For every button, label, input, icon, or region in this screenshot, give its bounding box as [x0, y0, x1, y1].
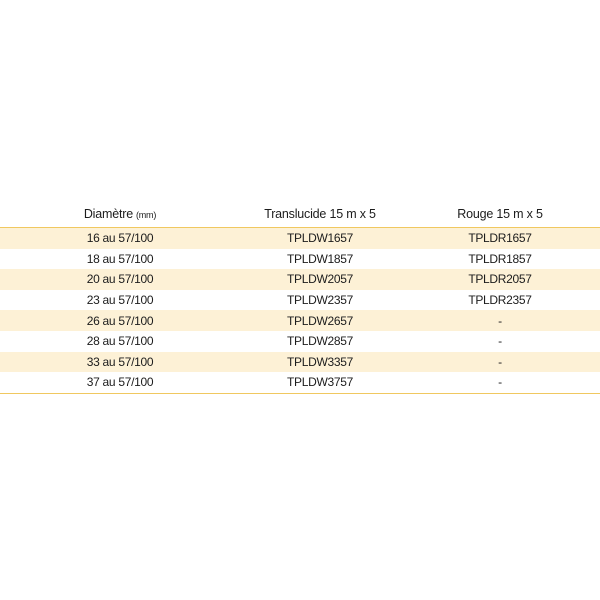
table-header [0, 201, 600, 227]
cell-translucide: TPLDW3357 [287, 354, 353, 369]
cell-translucide: TPLDW2057 [287, 272, 353, 287]
header-diameter [0, 207, 240, 221]
cell-rouge: - [498, 334, 502, 349]
cell-diameter: 33 au 57/100 [86, 354, 154, 369]
cell-diameter: 23 au 57/100 [86, 293, 154, 308]
cell-rouge: TPLDR1657 [468, 231, 532, 246]
header-diameter-unit: (mm) [135, 210, 157, 220]
header-rouge: Rouge 15 m x 5 [457, 207, 543, 221]
cell-diameter: 28 au 57/100 [86, 334, 154, 349]
cell-rouge: TPLDR1857 [468, 251, 532, 266]
table-row [0, 372, 600, 393]
table-row [0, 249, 600, 270]
cell-rouge: - [498, 354, 502, 369]
cell-translucide: TPLDW1857 [287, 251, 353, 266]
cell-diameter: 26 au 57/100 [86, 313, 154, 328]
cell-rouge: TPLDR2057 [468, 272, 532, 287]
cell-translucide: TPLDW2857 [287, 334, 353, 349]
cell-translucide: TPLDW3757 [287, 375, 353, 390]
header-translucide: Translucide 15 m x 5 [264, 207, 376, 221]
cell-diameter: 18 au 57/100 [86, 251, 154, 266]
cell-rouge: - [498, 375, 502, 390]
cell-translucide: TPLDW2657 [287, 313, 353, 328]
table-row [0, 352, 600, 373]
cell-rouge: TPLDR2357 [468, 293, 532, 308]
header-diameter-label: Diamètre [83, 207, 133, 221]
cell-translucide: TPLDW2357 [287, 293, 353, 308]
table-row [0, 310, 600, 331]
cell-diameter: 16 au 57/100 [86, 231, 154, 246]
cell-rouge: - [498, 313, 502, 328]
cell-translucide: TPLDW1657 [287, 231, 353, 246]
table-row [0, 228, 600, 249]
cell-diameter: 20 au 57/100 [86, 272, 154, 287]
table-bottom-border [0, 393, 600, 394]
product-table [0, 201, 600, 394]
table-row [0, 331, 600, 352]
cell-diameter: 37 au 57/100 [86, 375, 154, 390]
table-row [0, 269, 600, 290]
table-row [0, 290, 600, 311]
